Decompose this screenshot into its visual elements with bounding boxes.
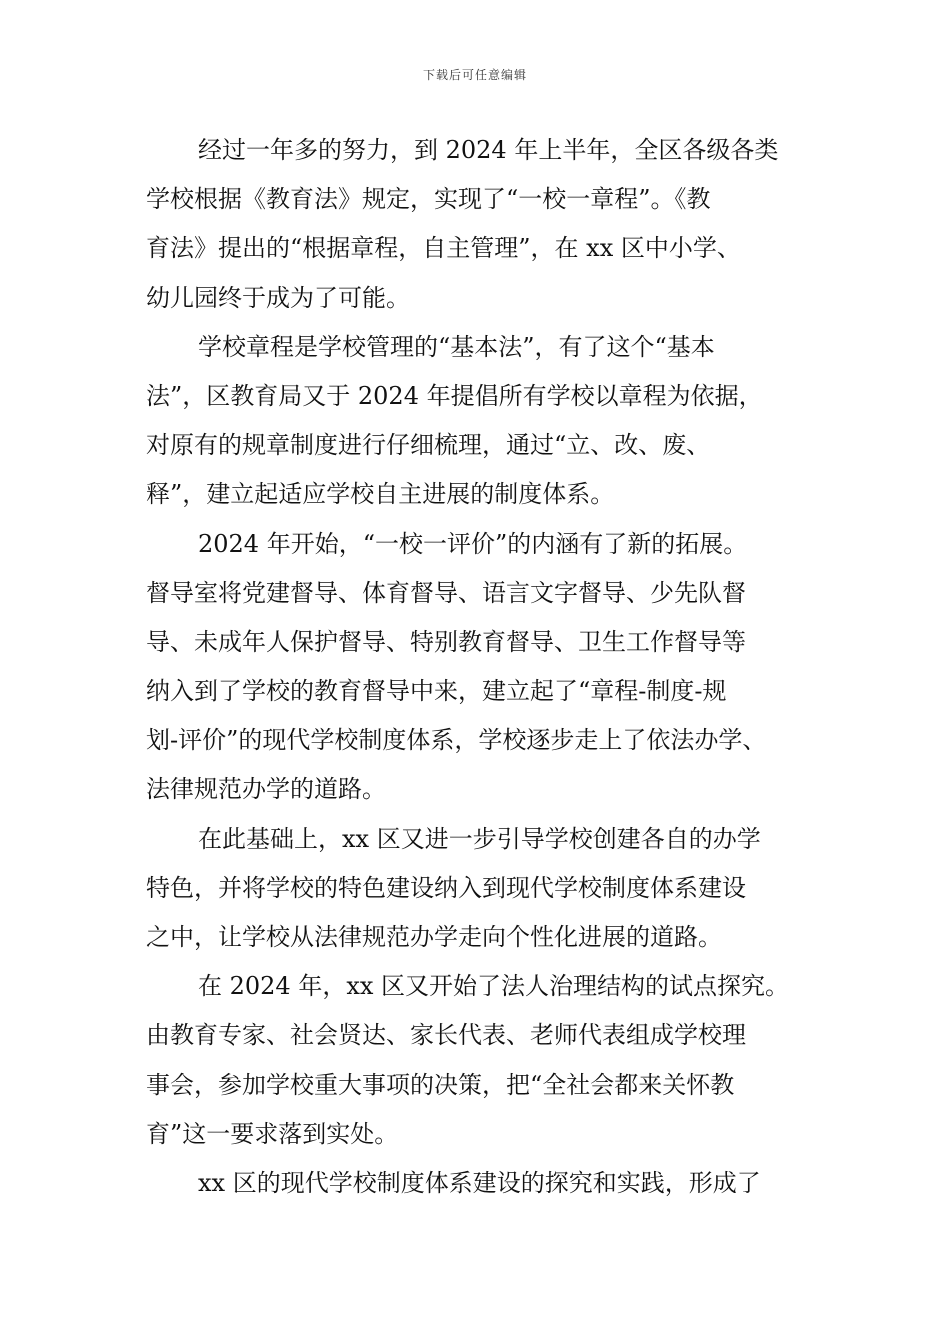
text-line: 学校章程是学校管理的“基本法”，有了这个“基本 xyxy=(198,332,715,361)
text-line: 对原有的规章制度进行仔细梳理，通过“立、改、废、 xyxy=(146,431,711,460)
text-line: 经过一年多的努力，到 2024 年上半年，全区各级各类 xyxy=(198,136,779,164)
text-line: 在此基础上，xx 区又进一步引导学校创建各自的办学 xyxy=(198,824,761,853)
text-line: 在 2024 年，xx 区又开始了法人治理结构的试点探究。 xyxy=(198,972,790,1001)
text-line: 督导室将党建督导、体育督导、语言文字督导、少先队督 xyxy=(146,578,746,607)
text-line: 导、未成年人保护督导、特别教育督导、卫生工作督导等 xyxy=(146,627,746,656)
text-line: 法”，区教育局又于 2024 年提倡所有学校以章程为依据， xyxy=(146,381,763,410)
page-header: 下载后可任意编辑 xyxy=(422,68,527,82)
text-line: 育”这一要求落到实处。 xyxy=(146,1119,399,1148)
text-line: 划-评价”的现代学校制度体系，学校逐步走上了依法办学、 xyxy=(146,726,767,755)
text-line: 纳入到了学校的教育督导中来，建立起了“章程-制度-规 xyxy=(146,677,727,706)
text-line: xx 区的现代学校制度体系建设的探究和实践，形成了 xyxy=(198,1168,761,1197)
text-line: 幼儿园终于成为了可能。 xyxy=(146,283,410,312)
text-line: 释”，建立起适应学校自主进展的制度体系。 xyxy=(146,480,615,509)
text-line: 2024 年开始，“一校一评价”的内涵有了新的拓展。 xyxy=(198,529,748,558)
body-text xyxy=(146,126,806,1208)
text-line: 特色，并将学校的特色建设纳入到现代学校制度体系建设 xyxy=(146,873,746,902)
text-line: 学校根据《教育法》规定，实现了“一校一章程”。《教 xyxy=(146,185,711,214)
text-line: 法律规范办学的道路。 xyxy=(146,775,386,804)
text-line: 育法》提出的“根据章程，自主管理”，在 xx 区中小学、 xyxy=(146,234,741,263)
text-line: 事会，参加学校重大事项的决策，把“全社会都来关怀教 xyxy=(146,1070,735,1099)
text-line: 之中，让学校从法律规范办学走向个性化进展的道路。 xyxy=(146,923,722,951)
text-line: 由教育专家、社会贤达、家长代表、老师代表组成学校理 xyxy=(146,1021,746,1050)
